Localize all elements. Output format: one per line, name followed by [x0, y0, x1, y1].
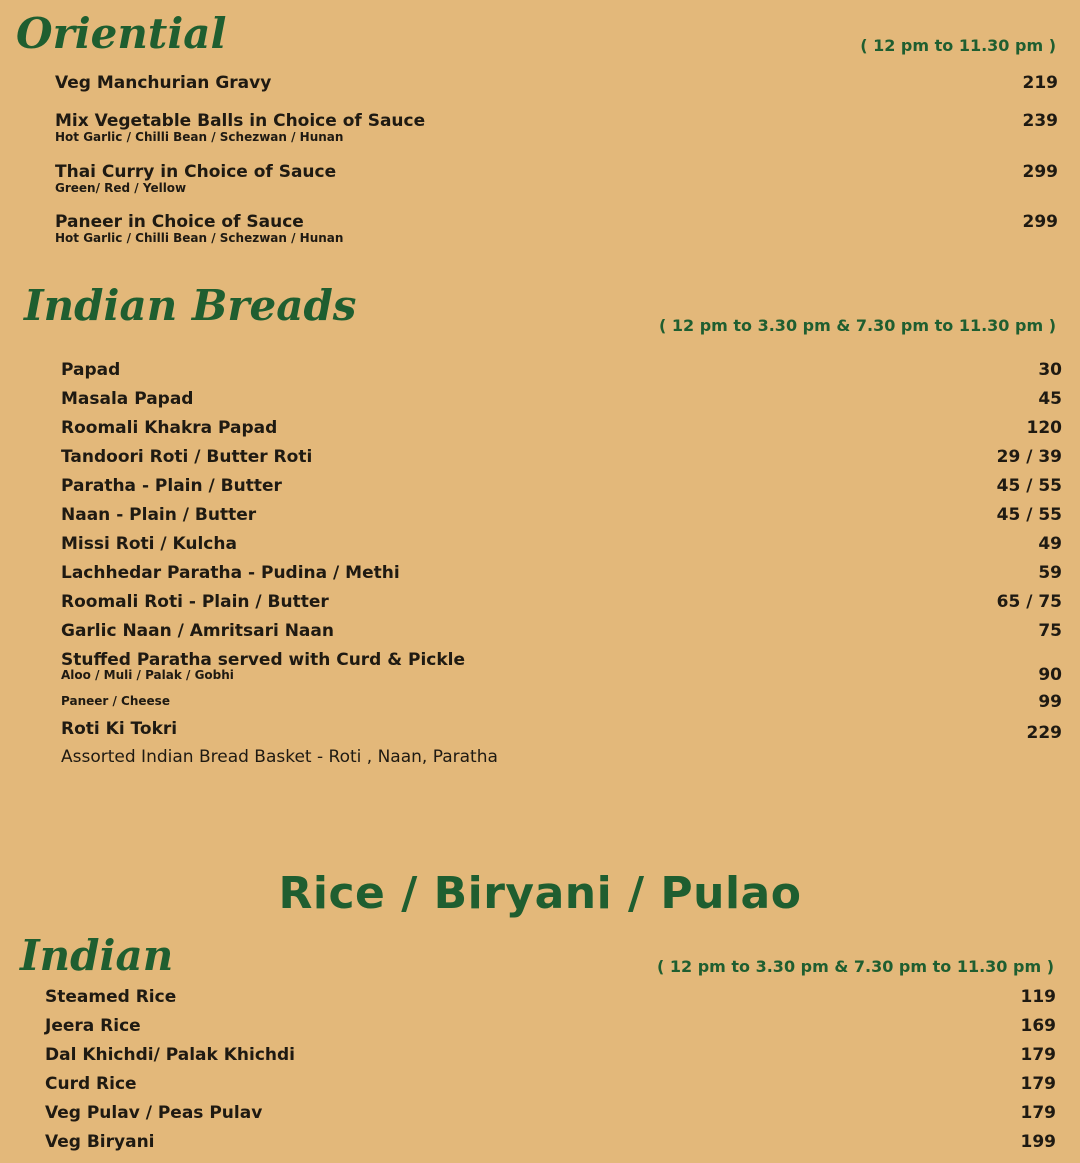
menu-item: [0, 534, 1080, 554]
item-name: Lachhedar Paratha - Pudina / Methi: [61, 563, 400, 583]
item-name: Curd Rice: [45, 1074, 137, 1094]
item-name: Steamed Rice: [45, 987, 177, 1007]
item-name: Papad: [61, 360, 121, 380]
item-price: 169: [1020, 1016, 1056, 1036]
section-title-indian: Indian: [20, 931, 174, 980]
item-options: Hot Garlic / Chilli Bean / Schezwan / Hunan: [55, 130, 344, 144]
oriental-hours: ( 12 pm to 11.30 pm ): [860, 36, 1056, 55]
menu-item: [0, 621, 1080, 641]
menu-item: [0, 1074, 1080, 1094]
item-price: 65 / 75: [996, 592, 1062, 612]
item-price: 30: [1038, 360, 1062, 380]
item-price: 90: [1038, 665, 1062, 685]
item-name: Naan - Plain / Butter: [61, 505, 257, 525]
item-name: Paneer in Choice of Sauce: [55, 212, 304, 232]
menu-item: [0, 1045, 1080, 1065]
menu-item: [0, 111, 1080, 144]
item-price: 299: [1022, 162, 1058, 182]
menu-item: [0, 1132, 1080, 1152]
item-price: 59: [1038, 563, 1062, 583]
item-price: 45: [1038, 389, 1062, 409]
item-price: 45 / 55: [996, 505, 1062, 525]
item-name: Veg Pulav / Peas Pulav: [45, 1103, 263, 1123]
section-heading-rice: Rice / Biryani / Pulao: [278, 868, 802, 919]
item-price: 49: [1038, 534, 1062, 554]
item-name: Paratha - Plain / Butter: [61, 476, 282, 496]
item-price: 179: [1020, 1074, 1056, 1094]
item-price: 179: [1020, 1103, 1056, 1123]
item-price: 99: [1038, 692, 1062, 712]
menu-item-stuffed-paratha-paneer: [0, 692, 1080, 712]
item-price: 75: [1038, 621, 1062, 641]
menu-item: [0, 592, 1080, 612]
item-price: 239: [1022, 111, 1058, 131]
item-options: Aloo / Muli / Palak / Gobhi: [61, 668, 234, 682]
menu-item: [0, 360, 1080, 380]
item-name: Roomali Roti - Plain / Butter: [61, 592, 329, 612]
menu-item: [0, 73, 1080, 93]
item-price: 219: [1022, 73, 1058, 93]
item-options: Hot Garlic / Chilli Bean / Schezwan / Hunan: [55, 231, 344, 245]
item-price: 29 / 39: [996, 447, 1062, 467]
section-title-indian-breads: Indian Breads: [24, 281, 357, 330]
item-name: Stuffed Paratha served with Curd & Pickle: [61, 650, 466, 670]
item-name: Masala Papad: [61, 389, 194, 409]
item-name: Roomali Khakra Papad: [61, 418, 278, 438]
menu-item: [0, 389, 1080, 409]
menu-item-stuffed-paratha: [0, 650, 1080, 685]
item-price: 179: [1020, 1045, 1056, 1065]
item-name: Roti Ki Tokri: [61, 719, 178, 739]
item-price: 199: [1020, 1132, 1056, 1152]
item-name: Missi Roti / Kulcha: [61, 534, 237, 554]
menu-item: [0, 447, 1080, 467]
item-name: Veg Manchurian Gravy: [55, 73, 272, 93]
item-options: Green/ Red / Yellow: [55, 181, 187, 195]
menu-item: [0, 162, 1080, 195]
item-price: 299: [1022, 212, 1058, 232]
item-options: Paneer / Cheese: [61, 694, 170, 708]
item-price: 229: [1026, 723, 1062, 743]
rice-hours: ( 12 pm to 3.30 pm & 7.30 pm to 11.30 pm ): [656, 957, 1054, 976]
item-name: Veg Biryani: [45, 1132, 155, 1152]
item-price: 120: [1026, 418, 1062, 438]
section-title-oriental: Oriential: [16, 9, 227, 58]
menu-item: [0, 1016, 1080, 1036]
item-name: Dal Khichdi/ Palak Khichdi: [45, 1045, 296, 1065]
item-name: Garlic Naan / Amritsari Naan: [61, 621, 334, 641]
menu-item: [0, 563, 1080, 583]
item-name: Thai Curry in Choice of Sauce: [55, 162, 337, 182]
breads-hours: ( 12 pm to 3.30 pm & 7.30 pm to 11.30 pm ): [658, 316, 1056, 335]
menu-item: [0, 418, 1080, 438]
item-name: Tandoori Roti / Butter Roti: [61, 447, 313, 467]
item-description: Assorted Indian Bread Basket - Roti , Naan, Paratha: [61, 747, 498, 767]
item-price: 119: [1020, 987, 1056, 1007]
item-name: Jeera Rice: [45, 1016, 141, 1036]
menu-item-roti-ki-tokri: [0, 719, 1080, 743]
menu-item: [0, 1103, 1080, 1123]
menu-item: [0, 476, 1080, 496]
menu-item: [0, 505, 1080, 525]
menu-item: [0, 212, 1080, 245]
item-price: 45 / 55: [996, 476, 1062, 496]
item-name: Mix Vegetable Balls in Choice of Sauce: [55, 111, 426, 131]
menu-item: [0, 987, 1080, 1007]
menu-item-description: [0, 747, 1080, 767]
